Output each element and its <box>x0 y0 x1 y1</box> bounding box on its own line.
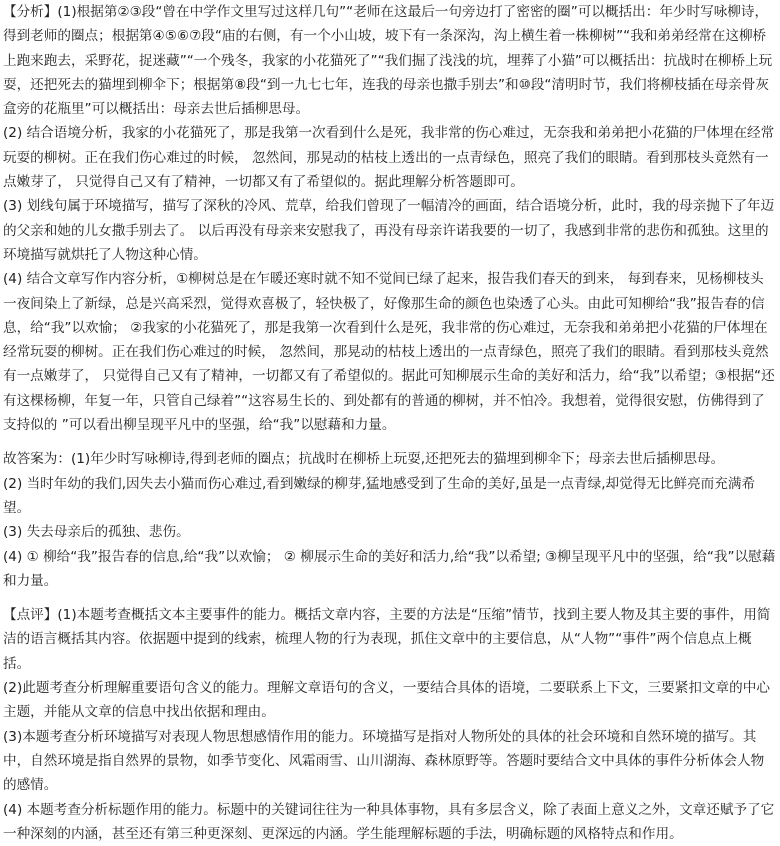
spacer <box>3 437 776 447</box>
analysis-section <box>3 0 776 437</box>
answer-paragraph-3: (3) 失去母亲后的孤独、悲伤。 <box>3 520 776 544</box>
answer-section <box>3 447 776 593</box>
comment-paragraph-1: 【点评】(1)本题考查概括文本主要事件的能力。概括文章内容，主要的方法是“压缩”情节，找到主要人物及其主要的事件，用简洁的语言概括其内容。依据题中提到的线索，梳理人物的行为表现，抓住文章中的主要信息，从“人物”“事件”两个信息点上概括。 <box>3 603 776 676</box>
answer-paragraph-4: (4) ① 柳给“我”报告春的信息,给“我”以欢愉； ② 柳展示生命的美好和活力,给“我”以希望; ③柳呈现平凡中的坚强，给“我”以慰藉和力量。 <box>3 545 776 594</box>
analysis-paragraph-3: (3) 划线句属于环境描写，描写了深秋的冷风、荒草，给我们曾现了一幅清冷的画面，结合语境分析，此时，我的母亲抛下了年迈的父亲和她的儿女撒手别去了。 以后再没有母亲来安慰我了，再没有母亲许诺我要的一切了，我感到非常的悲伤和孤独。这里的环境描写就烘托了人物这种心情。 <box>3 194 776 267</box>
comment-paragraph-3: (3)本题考查分析环境描写对表现人物思想感情作用的能力。环境描写是指对人物所处的具体的社会环境和自然环境的描写。其中，自然环境是指自然界的景物，如季节变化、风霜雨雪、山川湖海、森林原野等。答题时要结合文中具体的事件分析体会人物的感情。 <box>3 725 776 798</box>
spacer <box>3 593 776 603</box>
comment-paragraph-2: (2)此题考查分析理解重要语句含义的能力。理解文章语句的含义，一要结合具体的语境，二要联系上下文，三要紧扣文章的中心主题，并能从文章的信息中找出依据和理由。 <box>3 676 776 725</box>
analysis-paragraph-2: (2) 结合语境分析，我家的小花猫死了，那是我第一次看到什么是死，我非常的伤心难过，无奈我和弟弟把小花猫的尸体埋在经常玩耍的柳树。正在我们伤心难过的时候， 忽然间，那晃动的枯枝上透出的一点青绿色，照亮了我们的眼睛。看到那枝头竟然有一点嫩芽了， 只觉得自己又有了精神，一切都又有了希望似的。据此理解分析答题即可。 <box>3 121 776 194</box>
analysis-paragraph-1: 【分析】(1)根据第②③段“曾在中学作文里写过这样几句”“老师在这最后一句旁边打了密密的圈”可以概括出：年少时写咏柳诗，得到老师的圈点；根据第④⑤⑥⑦段“庙的右侧，有一个小山坡，坡下有一条深沟，沟上横生着一株柳树”“我和弟弟经常在这柳桥上跑来跑去，采野花，捉迷藏”“一个残冬，我家的小花猫死了”“我们掘了浅浅的坑，埋葬了小猫”可以概括出：抗战时在柳桥上玩耍，还把死去的猫埋到柳伞下；根据第⑧段“到一九七七年，连我的母亲也撒手别去”和⑩段“清明时节，我们将柳枝插在母亲骨灰盒旁的花瓶里”可以概括出：母亲去世后插柳思母。 <box>3 0 776 121</box>
comment-section <box>3 603 776 846</box>
answer-paragraph-2: (2) 当时年幼的我们,因失去小猫而伤心难过,看到嫩绿的柳芽,猛地感受到了生命的美好,虽是一点青绿,却觉得无比鲜亮而充满希望。 <box>3 472 776 521</box>
analysis-paragraph-4: (4) 结合文章写作内容分析，①柳树总是在乍暖还寒时就不知不觉间已绿了起来，报告我们春天的到来， 每到春来，见杨柳枝头一夜间染上了新绿，总是兴高采烈，觉得欢喜极了，轻快极了，好像那生命的颜色也染透了心头。由此可知柳给“我”报告春的信息，给“我”以欢愉； ②我家的小花猫死了，那是我第一次看到什么是死，我非常的伤心难过，无奈我和弟弟把小花猫的尸体埋在经常玩耍的柳树。正在我们伤心难过的时候， 忽然间，那晃动的枯枝上透出的一点青绿色，照亮了我们的眼睛。看到那枝头竟然有一点嫩芽了， 只觉得自己又有了精神，一切都又有了希望似的。据此可知柳展示生命的美好和活力，给“我”以希望；③根据“还有这棵杨柳，年复一年，只管自己绿着”“这容易生长的、到处都有的普通的柳树，并不怕冷。我想着，觉得很安慰，仿佛得到了支持似的 ”可以看出柳呈现平凡中的坚强，给“我”以慰藉和力量。 <box>3 267 776 437</box>
answer-paragraph-1: 故答案为：(1)年少时写咏柳诗,得到老师的圈点；抗战时在柳桥上玩耍,还把死去的猫埋到柳伞下；母亲去世后插柳思母。 <box>3 447 776 471</box>
comment-paragraph-4: (4) 本题考查分析标题作用的能力。标题中的关键词往往为一种具体事物，具有多层含义，除了表面上意义之外，文章还赋予了它一种深刻的内涵，甚至还有第三种更深刻、更深远的内涵。学生能理解标题的手法，明确标题的风格特点和作用。 <box>3 798 776 846</box>
